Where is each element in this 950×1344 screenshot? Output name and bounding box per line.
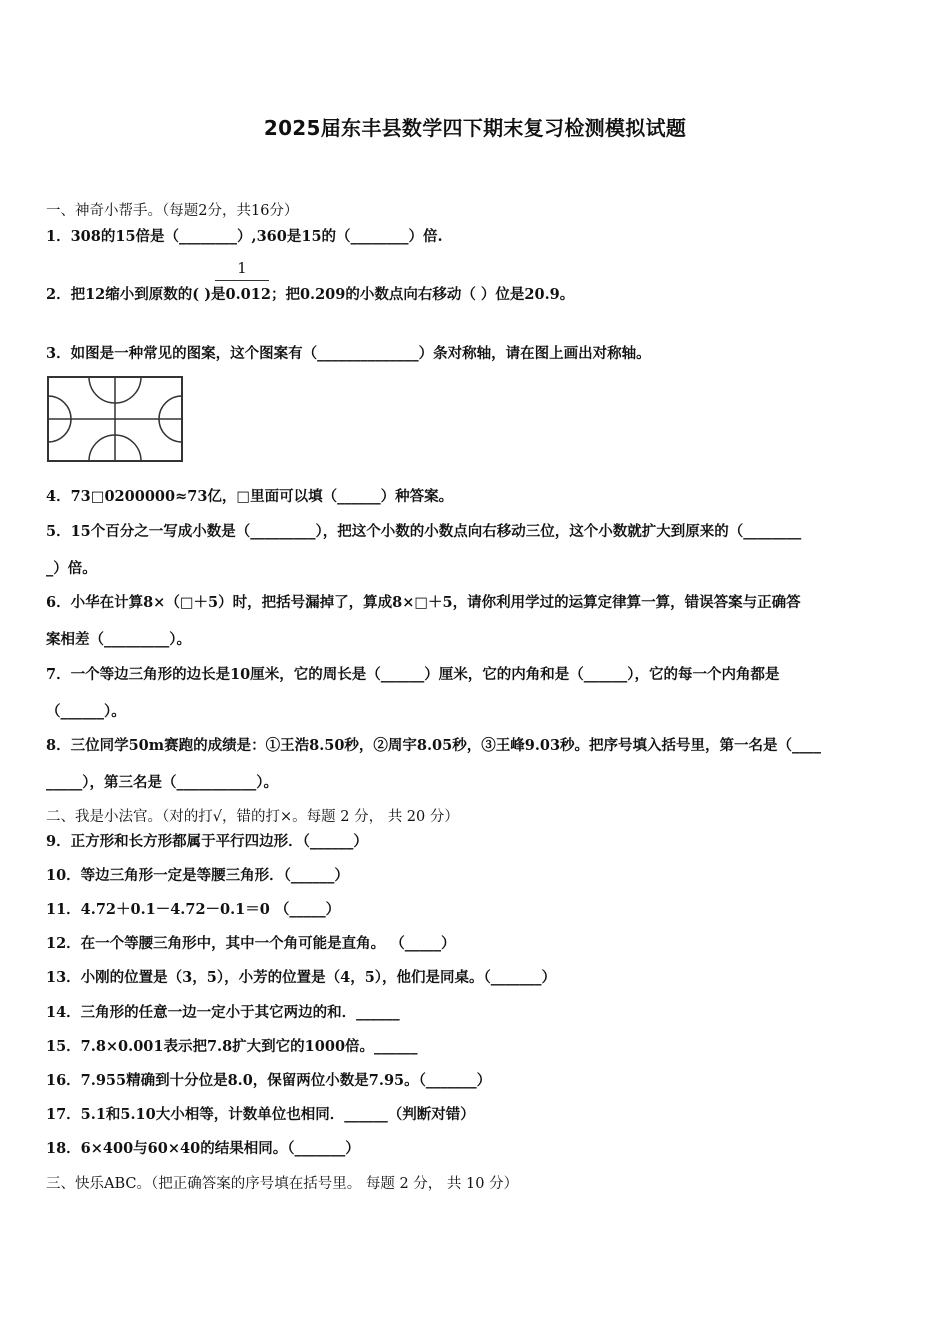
question-12: 12．在一个等腰三角形中，其中一个角可能是直角。 （_____） [46,935,456,952]
symmetry-pattern-svg [47,376,184,463]
question-7-line-1: 7．一个等边三角形的边长是10厘米，它的周长是（______）厘米，它的内角和是（______），它的每一个内角都是 [46,666,780,683]
question-6-line-2: 案相差（_________）。 [46,631,191,648]
question-9: 9．正方形和长方形都属于平行四边形．（______） [46,833,368,850]
fraction-numerator: 1 [237,259,247,277]
question-5-line-1: 5．15个百分之一写成小数是（_________），把这个小数的小数点向右移动三位，这个小数就扩大到原来的（________ [46,523,802,540]
section-heading-3: 三、快乐ABC。（把正确答案的序号填在括号里。 每题 2 分， 共 10 分） [46,1176,519,1192]
question-17: 17．5.1和5.10大小相等，计数单位也相同．______（判断对错） [46,1106,475,1123]
question-8-line-2: _____），第三名是（___________）。 [46,774,278,791]
question-2-part-b: )是0.012；把0.209的小数点向右移动（ ）位是20.9。 [199,286,575,303]
fraction [215,258,269,281]
question-2-part-a: 2．把12缩小到原数的( [46,286,200,303]
question-2 [46,285,574,305]
section-heading-1: 一、神奇小帮手。（每题2分，共16分） [46,203,299,219]
question-14: 14．三角形的任意一边一定小于其它两边的和．______ [46,1004,400,1021]
question-18: 18．6×400与60×40的结果相同。（_______） [46,1140,360,1157]
question-11: 11．4.72＋0.1－4.72－0.1＝0 （_____） [46,901,341,918]
question-6-line-1: 6．小华在计算8×（□＋5）时，把括号漏掉了，算成8×□＋5，请你利用学过的运算定律算一算，错误答案与正确答 [46,594,801,611]
question-10: 10．等边三角形一定是等腰三角形．（______） [46,867,349,884]
question-7-line-2: （______）。 [46,703,126,720]
question-4: 4．73□0200000≈73亿，□里面可以填（______）种答案。 [46,488,454,505]
symmetry-pattern-figure [47,376,184,467]
page-title: 2025届东丰县数学四下期末复习检测模拟试题 [263,116,687,140]
question-13: 13．小刚的位置是（3，5），小芳的位置是（4，5），他们是同桌。（_______） [46,969,557,986]
question-16: 16．7.955精确到十分位是8.0，保留两位小数是7.95。（_______） [46,1072,492,1089]
question-8-line-1: 8．三位同学50m赛跑的成绩是：①王浩8.50秒，②周宇8.05秒，③王峰9.03秒。把序号填入括号里，第一名是（____ [46,737,822,754]
question-3: 3．如图是一种常见的图案，这个图案有（______________）条对称轴，请在图上画出对称轴。 [46,345,651,362]
fraction-bar [215,280,269,281]
section-heading-2: 二、我是小法官。（对的打√，错的打×。每题 2 分， 共 20 分） [46,809,459,825]
question-15: 15．7.8×0.001表示把7.8扩大到它的1000倍。______ [46,1038,418,1055]
question-1: 1．308的15倍是（________）,360是15的（________）倍. [46,228,443,245]
question-5-line-2: _）倍。 [46,560,97,577]
